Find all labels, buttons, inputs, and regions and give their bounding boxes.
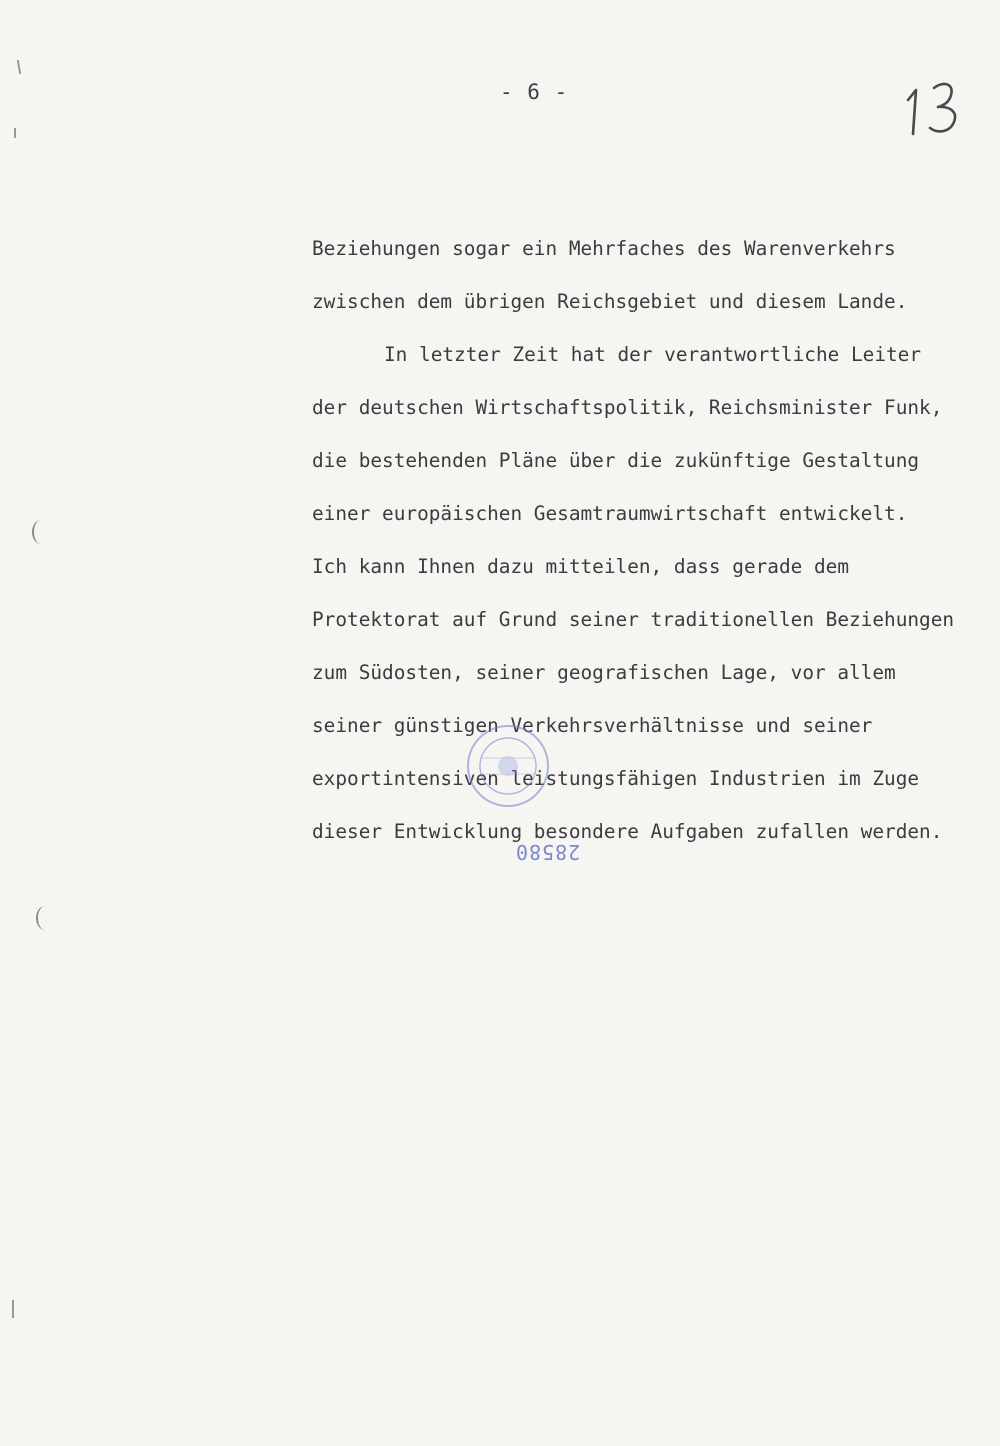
text-line: seiner günstigen Verkehrsverhältnisse und seiner [312,714,873,737]
text-line: Ich kann Ihnen dazu mitteilen, dass gerade dem [312,555,850,578]
text-line: dieser Entwicklung besondere Aufgaben zufallen werden. [312,820,943,843]
edge-mark-upper [14,128,16,138]
text-line: zum Südosten, seiner geografischen Lage, vor allem [312,661,896,684]
text-line: exportintensiven leistungsfähigen Industrien im Zuge [312,767,920,790]
page-number: - 6 - [500,80,569,104]
punch-hole-upper [32,520,50,544]
edge-mark-bottom [12,1300,14,1318]
text-line: Protektorat auf Grund seiner traditionellen Beziehungen [312,608,955,631]
edge-mark-top [17,60,21,74]
text-line: einer europäischen Gesamtraumwirtschaft entwickelt. [312,502,908,525]
text-line: die bestehenden Pläne über die zukünftige Gestaltung [312,449,920,472]
text-line: Beziehungen sogar ein Mehrfaches des Warenverkehrs [312,237,896,260]
archive-stamp [460,718,556,814]
handwritten-folio-drawing [900,72,980,142]
text-line: In letzter Zeit hat der verantwortliche Leiter [384,343,922,366]
punch-hole-lower [36,906,54,930]
body-text [312,222,998,858]
stamp-number: 28580 [515,840,581,864]
handwritten-folio-number [900,72,980,142]
text-line: der deutschen Wirtschaftspolitik, Reichsminister Funk, [312,396,943,419]
text-line: zwischen dem übrigen Reichsgebiet und diesem Lande. [312,290,908,313]
